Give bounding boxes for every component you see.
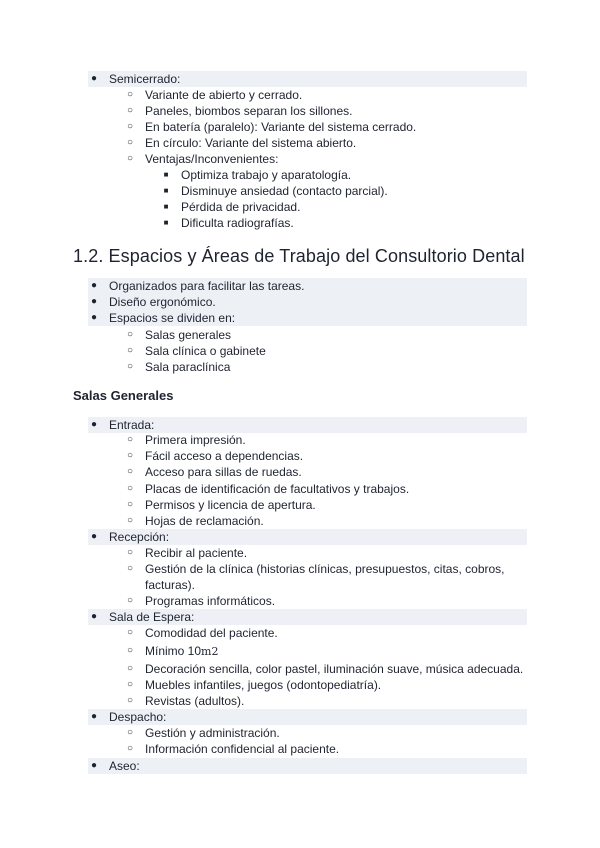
list-item-label: Programas informáticos.	[145, 594, 276, 608]
bullet-icon: ●	[90, 760, 98, 771]
circle-bullet-icon: ○	[126, 483, 134, 494]
list-item-continuation	[124, 577, 527, 593]
list-item	[124, 135, 527, 151]
list-item-label: Salas generales	[145, 328, 232, 342]
list-item	[124, 725, 527, 741]
list-item-label: Organizados para facilitar las tareas.	[109, 279, 305, 293]
circle-bullet-icon: ○	[126, 499, 134, 510]
list-item	[124, 643, 527, 659]
list-item	[124, 151, 527, 167]
subsection-heading: Salas Generales	[73, 388, 174, 403]
list-item	[124, 359, 527, 375]
list-item	[124, 448, 527, 464]
list-item-label: Optimiza trabajo y aparatología.	[181, 168, 352, 182]
list-item	[124, 625, 527, 641]
list-item	[160, 215, 527, 231]
circle-bullet-icon: ○	[126, 361, 134, 372]
list-item-label	[145, 643, 218, 660]
list-item-label: Hojas de reclamación.	[145, 514, 264, 528]
list-item	[160, 183, 527, 199]
square-bullet-icon: ■	[163, 186, 169, 195]
bullet-icon: ●	[90, 531, 98, 542]
list-item	[88, 278, 527, 294]
list-item-label: Paneles, biombos separan los sillones.	[145, 104, 353, 118]
list-item-label: Disminuye ansiedad (contacto parcial).	[181, 184, 388, 198]
circle-bullet-icon: ○	[126, 695, 134, 706]
list-item	[124, 481, 527, 497]
square-bullet-icon: ■	[163, 202, 169, 211]
circle-bullet-icon: ○	[126, 466, 134, 477]
circle-bullet-icon: ○	[126, 515, 134, 526]
area-unit: m2	[201, 645, 219, 658]
list-item-label: Muebles infantiles, juegos (odontopediatría).	[145, 678, 382, 692]
list-item	[88, 294, 527, 310]
circle-bullet-icon: ○	[126, 627, 134, 638]
list-item	[124, 513, 527, 529]
list-item-label: Aseo:	[109, 759, 140, 773]
list-item	[160, 167, 527, 183]
circle-bullet-icon: ○	[126, 727, 134, 738]
list-item-label: Recepción:	[109, 530, 170, 544]
list-item	[124, 545, 527, 561]
list-item	[124, 87, 527, 103]
list-item-label: Pérdida de privacidad.	[181, 200, 301, 214]
list-item-label: Sala paraclínica	[145, 360, 231, 374]
bullet-icon: ●	[90, 296, 98, 307]
list-item	[88, 310, 527, 326]
list-item-label: Información confidencial al paciente.	[145, 742, 340, 756]
list-item	[124, 561, 527, 577]
list-item-label: Decoración sencilla, color pastel, iluminación suave, música adecuada.	[145, 662, 524, 676]
list-item-label: Placas de identificación de facultativos y trabajos.	[145, 482, 410, 496]
bullet-icon: ●	[90, 419, 98, 430]
list-item	[124, 327, 527, 343]
list-item-label: Variante de abierto y cerrado.	[145, 88, 303, 102]
circle-bullet-icon: ○	[126, 329, 134, 340]
circle-bullet-icon: ○	[126, 450, 134, 461]
list-item-label: Entrada:	[109, 418, 155, 432]
list-item-label: En círculo: Variante del sistema abierto.	[145, 136, 357, 150]
circle-bullet-icon: ○	[126, 563, 134, 574]
bullet-icon: ●	[90, 711, 98, 722]
list-item	[124, 741, 527, 757]
list-item-label: Comodidad del paciente.	[145, 626, 278, 640]
list-item	[124, 103, 527, 119]
list-item-label: Primera impresión.	[145, 433, 246, 447]
list-item-label: Sala clínica o gabinete	[145, 344, 266, 358]
list-item-label: Fácil acceso a dependencias.	[145, 449, 304, 463]
minimum-area-text: Mínimo 10	[145, 644, 202, 658]
bullet-icon: ●	[90, 611, 98, 622]
list-item-entrada	[88, 417, 527, 433]
list-item	[124, 343, 527, 359]
list-item-label: Dificulta radiografías.	[181, 216, 294, 230]
list-item	[124, 693, 527, 709]
list-item	[124, 677, 527, 693]
list-item-label: Ventajas/Inconvenientes:	[145, 152, 279, 166]
list-item	[124, 593, 527, 609]
circle-bullet-icon: ○	[126, 595, 134, 606]
circle-bullet-icon: ○	[126, 153, 134, 164]
circle-bullet-icon: ○	[126, 89, 134, 100]
bullet-icon: ●	[90, 73, 98, 84]
section-heading: 1.2. Espacios y Áreas de Trabajo del Consultorio Dental	[73, 246, 525, 266]
list-item-label: Revistas (adultos).	[145, 694, 245, 708]
list-item-sala-espera	[88, 609, 527, 625]
bullet-icon: ●	[90, 312, 98, 323]
circle-bullet-icon: ○	[126, 434, 134, 445]
circle-bullet-icon: ○	[126, 121, 134, 132]
list-item-label: Espacios se dividen en:	[109, 311, 236, 325]
circle-bullet-icon: ○	[126, 663, 134, 674]
circle-bullet-icon: ○	[126, 137, 134, 148]
circle-bullet-icon: ○	[126, 345, 134, 356]
list-item	[124, 432, 527, 448]
list-item	[160, 199, 527, 215]
list-item	[124, 497, 527, 513]
list-item-label: Gestión de la clínica (historias clínicas, presupuestos, citas, cobros,	[145, 562, 505, 576]
list-item-label: Acceso para sillas de ruedas.	[145, 465, 302, 479]
list-item-label: Semicerrado:	[109, 72, 181, 86]
list-item-semicerrado	[88, 71, 527, 87]
square-bullet-icon: ■	[163, 218, 169, 227]
circle-bullet-icon: ○	[126, 645, 134, 656]
circle-bullet-icon: ○	[126, 105, 134, 116]
list-item-label: Despacho:	[109, 710, 167, 724]
list-item-recepcion	[88, 529, 527, 545]
list-item-despacho	[88, 709, 527, 725]
square-bullet-icon: ■	[163, 170, 169, 179]
list-item-label: Permisos y licencia de apertura.	[145, 498, 316, 512]
list-item	[124, 464, 527, 480]
list-item-label: Recibir al paciente.	[145, 546, 248, 560]
circle-bullet-icon: ○	[126, 743, 134, 754]
circle-bullet-icon: ○	[126, 679, 134, 690]
list-item	[124, 661, 527, 677]
list-item-label: Gestión y administración.	[145, 726, 280, 740]
bullet-icon: ●	[90, 280, 98, 291]
list-item	[124, 119, 527, 135]
list-item-aseo	[88, 758, 527, 774]
list-item-label: facturas).	[145, 578, 196, 592]
list-item-label: En batería (paralelo): Variante del sistema cerrado.	[145, 120, 417, 134]
list-item-label: Diseño ergonómico.	[109, 295, 216, 309]
circle-bullet-icon: ○	[126, 547, 134, 558]
list-item-label: Sala de Espera:	[109, 610, 195, 624]
